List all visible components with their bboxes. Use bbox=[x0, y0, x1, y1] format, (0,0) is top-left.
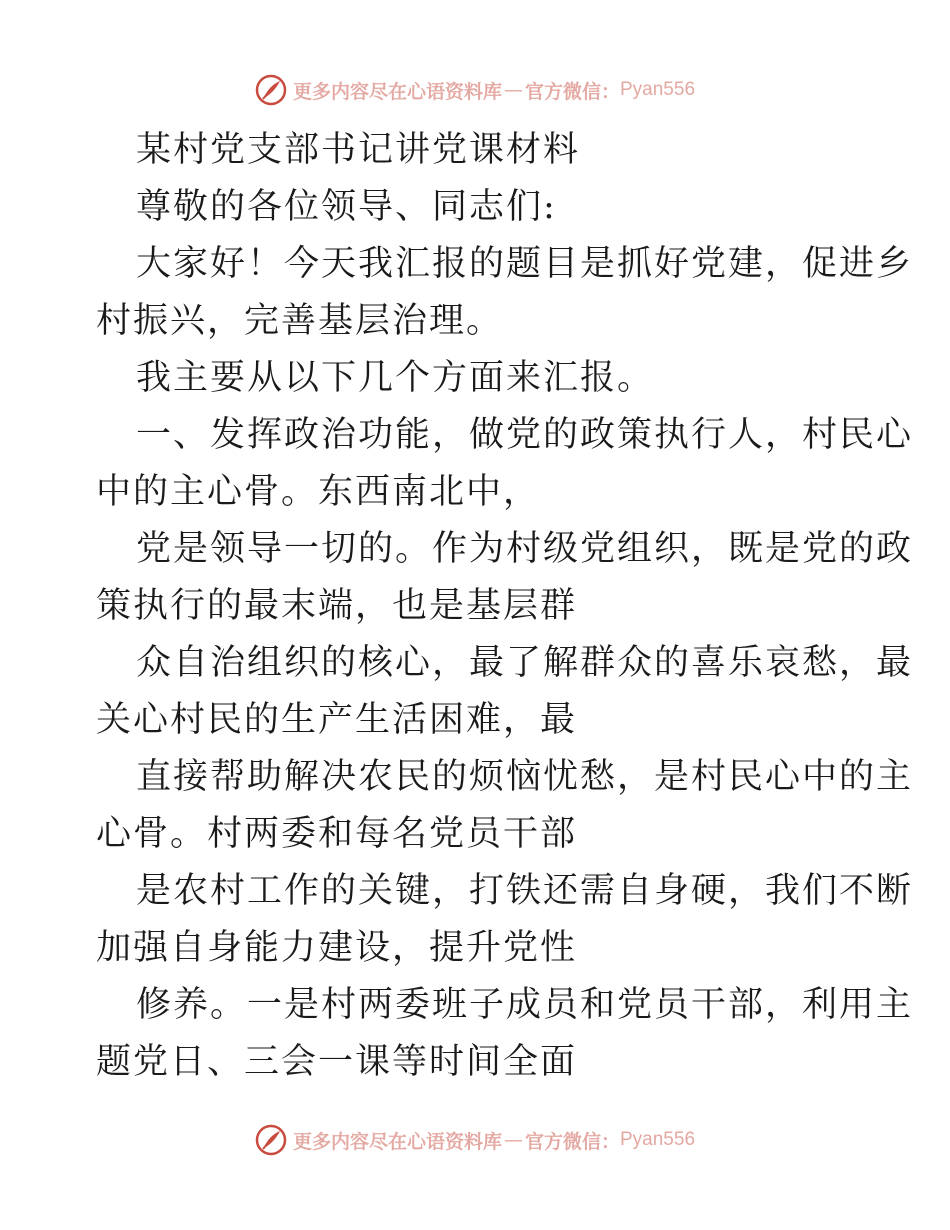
document-line: 众自治组织的核心，最了解群众的喜乐哀愁，最 bbox=[136, 643, 914, 683]
document-line: 是农村工作的关键，打铁还需自身硬，我们不断 bbox=[136, 871, 914, 911]
quill-logo-icon bbox=[255, 1124, 287, 1156]
document-line: 我主要从以下几个方面来汇报。 bbox=[136, 358, 655, 398]
document-line: 尊敬的各位领导、同志们: bbox=[136, 187, 557, 227]
watermark-official-label: 官方微信： bbox=[524, 1130, 620, 1153]
document-line: 题党日、三会一课等时间全面 bbox=[96, 1042, 578, 1082]
document-body bbox=[96, 122, 914, 1091]
watermark-wechat-id: Pyan556 bbox=[620, 1129, 696, 1150]
document-line: 直接帮助解决农民的烦恼忧愁，是村民心中的主 bbox=[136, 757, 914, 797]
header-watermark bbox=[0, 70, 950, 110]
watermark-dash: — bbox=[503, 79, 523, 101]
document-line: 策执行的最末端，也是基层群 bbox=[96, 586, 578, 626]
watermark-brand: 更多内容尽在心语资料库 bbox=[292, 80, 502, 103]
footer-watermark bbox=[0, 1120, 950, 1160]
document-line: 一、发挥政治功能，做党的政策执行人，村民心 bbox=[136, 415, 914, 455]
watermark-brand: 更多内容尽在心语资料库 bbox=[292, 1130, 502, 1153]
document-line: 某村党支部书记讲党课材料 bbox=[136, 130, 581, 170]
document-line: 心骨。村两委和每名党员干部 bbox=[96, 814, 578, 854]
document-line: 村振兴，完善基层治理。 bbox=[96, 301, 504, 341]
document-line: 大家好！今天我汇报的题目是抓好党建，促进乡 bbox=[136, 244, 914, 284]
document-line: 加强自身能力建设，提升党性 bbox=[96, 928, 578, 968]
document-line: 修养。一是村两委班子成员和党员干部，利用主 bbox=[136, 985, 914, 1025]
watermark-official-label: 官方微信： bbox=[524, 80, 620, 103]
quill-logo-icon bbox=[255, 74, 287, 106]
document-line: 党是领导一切的。作为村级党组织，既是党的政 bbox=[136, 529, 914, 569]
watermark-wechat-id: Pyan556 bbox=[620, 79, 696, 100]
document-line: 关心村民的生产生活困难，最 bbox=[96, 700, 578, 740]
document-line: 中的主心骨。东西南北中， bbox=[96, 472, 541, 512]
watermark-dash: — bbox=[503, 1129, 523, 1151]
